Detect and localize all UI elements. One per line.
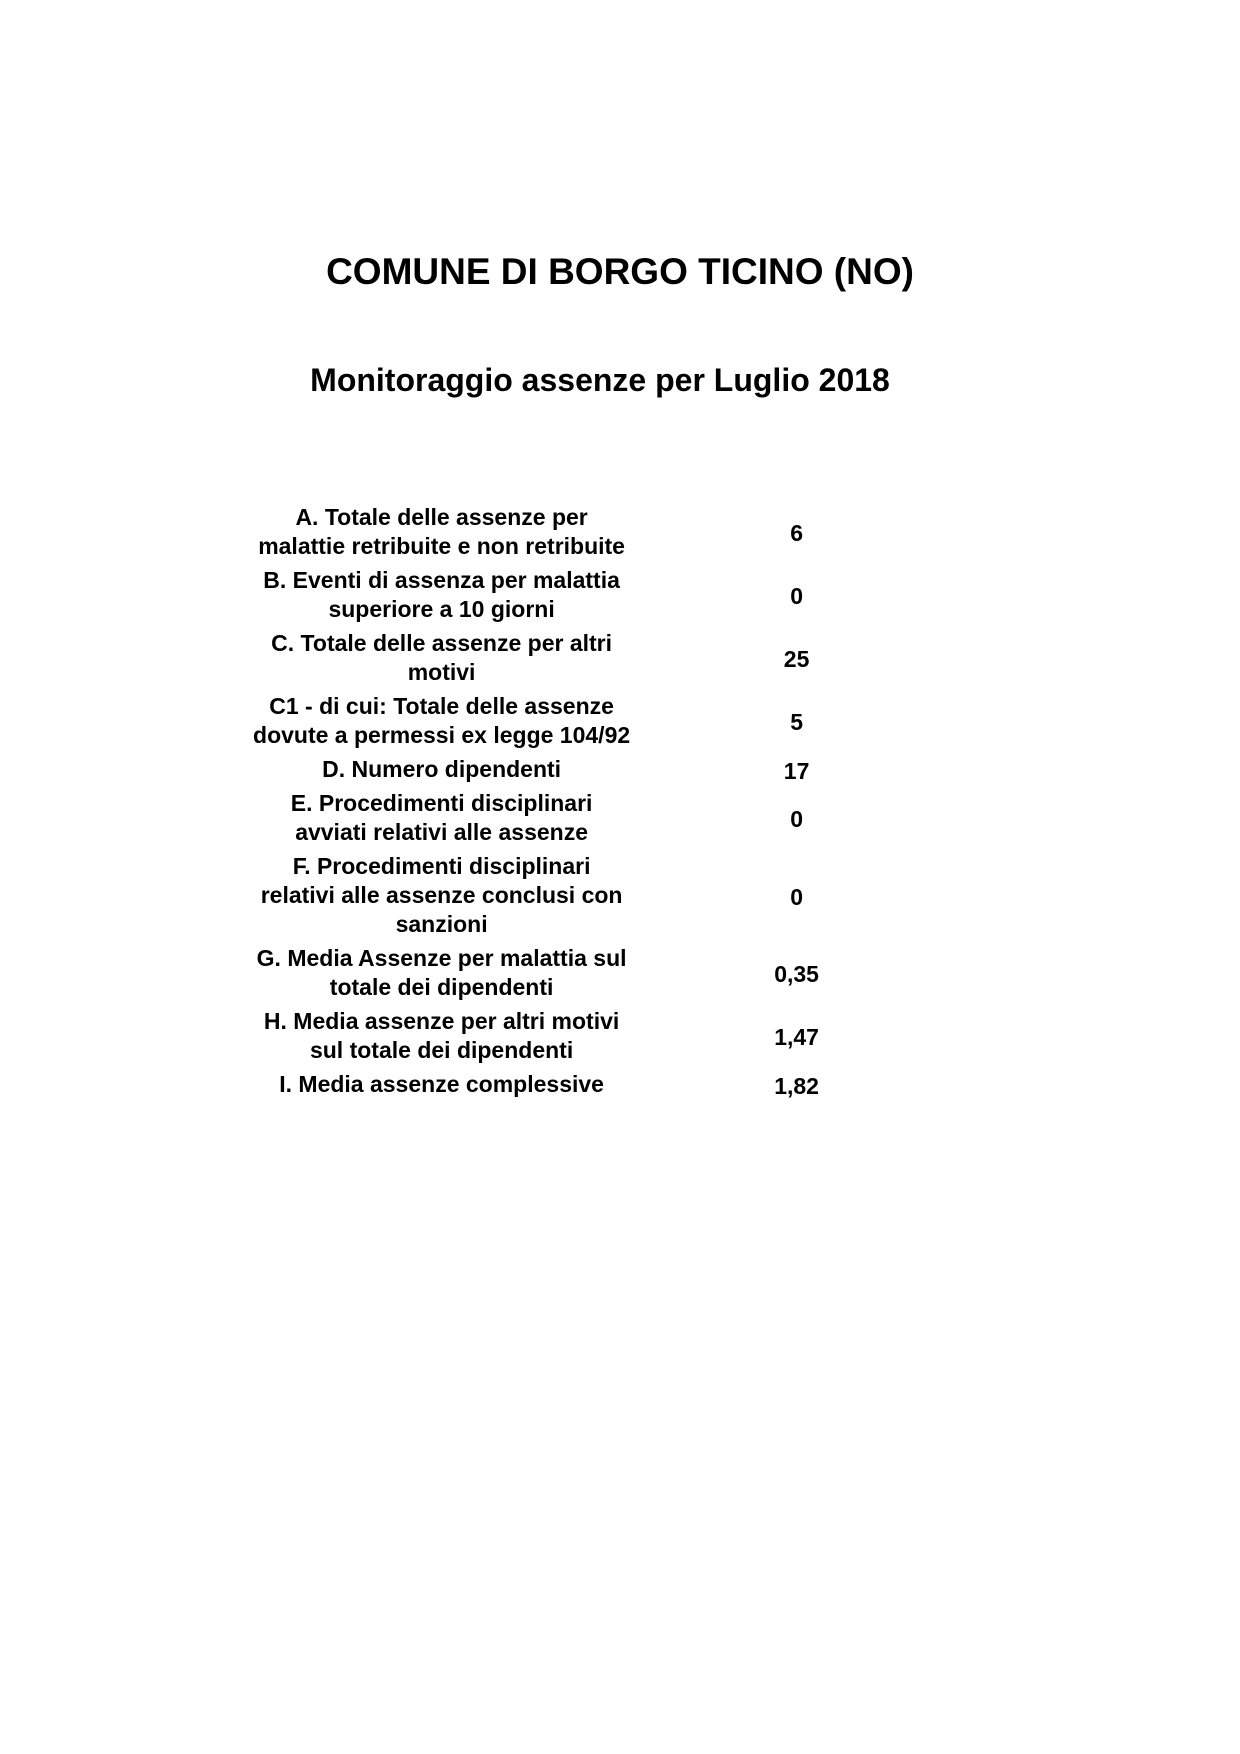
row-label [240, 691, 643, 754]
row-label-line: H. Media assenze per altri motivi [263, 1008, 620, 1034]
row-value: 6 [790, 520, 803, 546]
table-row [240, 502, 920, 565]
row-label [240, 788, 643, 851]
row-value: 5 [790, 709, 803, 735]
table-row [240, 691, 920, 754]
table-row [240, 943, 920, 1006]
row-label [240, 943, 643, 1006]
row-label [240, 628, 643, 691]
row-label-line: E. Procedimenti disciplinari [290, 790, 593, 816]
row-label-line: avviati relativi alle assenze [295, 819, 588, 845]
row-label-line: sul totale dei dipendenti [309, 1037, 574, 1063]
table-row [240, 565, 920, 628]
row-label-line: C1 - di cui: Totale delle assenze [269, 693, 614, 719]
table-row [240, 754, 920, 788]
row-label-line: relativi alle assenze conclusi con [260, 882, 623, 908]
document-title: COMUNE DI BORGO TICINO (NO) [326, 251, 914, 292]
table-body [240, 502, 920, 1103]
row-label-line: C. Totale delle assenze per altri [271, 630, 613, 656]
table-row [240, 628, 920, 691]
row-label [240, 851, 643, 943]
row-label-line: superiore a 10 giorni [328, 596, 555, 622]
row-label-line: sanzioni [395, 911, 488, 937]
table-row [240, 788, 920, 851]
row-value: 0 [790, 883, 803, 910]
row-label-line: motivi [407, 659, 476, 685]
row-value: 0 [790, 583, 803, 609]
row-value: 0 [790, 806, 803, 832]
row-label-line: totale dei dipendenti [329, 974, 554, 1000]
row-label-line: B. Eventi di assenza per malattia [263, 567, 620, 593]
table-row [240, 1069, 920, 1103]
row-value: 1,47 [774, 1024, 819, 1050]
row-value: 0,35 [774, 961, 819, 987]
row-label [240, 1006, 643, 1069]
row-label [240, 1069, 643, 1103]
row-label-line: A. Totale delle assenze per [295, 504, 588, 530]
row-label-line: D. Numero dipendenti [322, 756, 562, 782]
row-label [240, 565, 643, 628]
row-value: 1,82 [774, 1072, 819, 1099]
row-value: 17 [783, 757, 810, 784]
document-subtitle: Monitoraggio assenze per Luglio 2018 [310, 362, 890, 398]
table-row [240, 851, 920, 943]
table-row [240, 1006, 920, 1069]
row-value: 25 [783, 646, 810, 672]
row-label-line: F. Procedimenti disciplinari [292, 853, 591, 879]
row-label-line: malattie retribuite e non retribuite [258, 533, 625, 559]
absence-monitoring-table [240, 502, 920, 1103]
row-label-line: G. Media Assenze per malattia sul [256, 945, 627, 971]
row-label [240, 754, 643, 788]
row-label-line: I. Media assenze complessive [279, 1071, 604, 1097]
row-label [240, 502, 643, 565]
row-label-line: dovute a permessi ex legge 104/92 [253, 722, 631, 748]
